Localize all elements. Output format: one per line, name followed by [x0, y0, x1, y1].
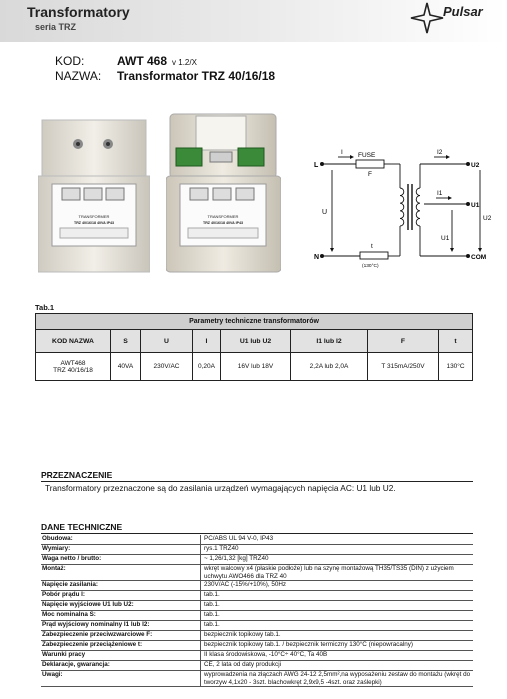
tech-key: Wymiary:	[41, 545, 201, 555]
photo-left-label-title: TRANSFORMER	[78, 214, 110, 219]
product-photo-open	[166, 112, 281, 274]
tech-value: wyprowadzenia na złączach AWG 24-12 2,5mm²,na wyposażeniu zestaw do montażu (wkręt do tworzyw 4,1x20 - 3szt. blachowkręt 2,9x9,5 -4szt. oraz zaślepki)	[201, 671, 474, 687]
col-i: I	[193, 330, 221, 353]
tech-row	[41, 591, 473, 601]
schem-u1: U1	[441, 235, 450, 242]
kod-value: AWT 468	[117, 54, 168, 68]
tech-row	[41, 565, 473, 581]
tech-row	[41, 621, 473, 631]
table-label: Tab.1	[35, 303, 55, 312]
tech-key: Moc nominalna S:	[41, 611, 201, 621]
schem-i: I	[341, 149, 343, 156]
brand-name: Pulsar	[443, 4, 483, 19]
cell-t: 130°C	[439, 353, 473, 381]
tech-value: CE, 2 lata od daty produkcji	[201, 661, 474, 671]
col-t: t	[439, 330, 473, 353]
schem-u1-out: U1	[471, 202, 480, 209]
parameters-table	[35, 313, 473, 381]
cell-i1i2: 2,2A lub 2,0A	[291, 353, 368, 381]
cell-i: 0,20A	[193, 353, 221, 381]
tech-key: Obudowa:	[41, 535, 201, 545]
tech-row	[41, 611, 473, 621]
cell-nazwa: TRZ 40/16/18	[53, 366, 93, 374]
section-heading-przeznaczenie: PRZEZNACZENIE	[41, 470, 473, 482]
tech-key: Prąd wyjściowy nominalny I1 lub I2:	[41, 621, 201, 631]
cell-u: 230V/AC	[141, 353, 193, 381]
photo-right-label-title: TRANSFORMER	[207, 214, 239, 219]
pulsar-star-icon	[410, 2, 444, 34]
schematic-diagram	[312, 144, 500, 272]
col-i1i2: I1 lub I2	[291, 330, 368, 353]
col-kod-nazwa: KOD NAZWA	[36, 330, 111, 353]
schem-fuse: FUSE	[358, 152, 376, 159]
tech-value: wkręt walcowy x4 (płaskie podłoże) lub na szynę montażową TH35/TS35 (DIN) z użyciem uchwytu AWO466 dla TRZ 40	[201, 565, 474, 581]
tech-key: Zabezpieczenie przeciwzwarciowe F:	[41, 631, 201, 641]
tech-key: Uwagi:	[41, 671, 201, 687]
header-title: Transformatory	[27, 4, 130, 20]
tech-row	[41, 535, 473, 545]
schem-f: F	[368, 171, 372, 178]
tech-value: bezpiecznik topikowy tab.1. / bezpiecznik termiczny 130°C (niepowracalny)	[201, 641, 474, 651]
header-subtitle: seria TRZ	[35, 22, 77, 32]
schem-u2: U2	[483, 215, 492, 222]
cell-f: T 315mA/250V	[368, 353, 439, 381]
przeznaczenie-text: Transformatory przeznaczone są do zasilania urządzeń wymagających napięcia AC: U1 lub U2.	[45, 483, 396, 493]
product-photo-closed	[38, 118, 150, 274]
brand-logo	[410, 2, 505, 34]
tech-key: Deklaracje, gwarancja:	[41, 661, 201, 671]
schem-i2: I2	[437, 149, 443, 156]
cell-kod-nazwa	[36, 353, 111, 381]
schem-i1: I1	[437, 190, 443, 197]
version: v 1.2/X	[172, 58, 197, 67]
cell-s: 40VA	[111, 353, 141, 381]
tech-value: rys.1 TRZ40	[201, 545, 474, 555]
nazwa-line	[55, 69, 275, 83]
kod-label: KOD:	[55, 54, 85, 68]
section-heading-dane: DANE TECHNICZNE	[41, 522, 473, 534]
tech-row	[41, 581, 473, 591]
schem-u: U	[322, 209, 328, 216]
table-caption: Parametry techniczne transformatorów	[36, 314, 473, 330]
tech-key: Napięcie zasilania:	[41, 581, 201, 591]
cell-kod: AWT468	[60, 359, 86, 367]
schem-temp: (130°C)	[362, 264, 379, 269]
tech-key: Pobór prądu I:	[41, 591, 201, 601]
kod-line	[55, 54, 197, 68]
col-s: S	[111, 330, 141, 353]
tech-value: tab.1.	[201, 611, 474, 621]
col-u: U	[141, 330, 193, 353]
nazwa-label: NAZWA:	[55, 69, 102, 83]
tech-value: PC/ABS UL 94 V-0, IP43	[201, 535, 474, 545]
tech-key: Waga netto / brutto:	[41, 555, 201, 565]
tech-value: bezpiecznik topikowy tab.1.	[201, 631, 474, 641]
tech-key: Montaż:	[41, 565, 201, 581]
photo-left-label-model: TRZ 40/16/18 40VA IP43	[74, 221, 114, 225]
schem-n: N	[314, 254, 320, 261]
tech-row	[41, 671, 473, 687]
table-row	[36, 353, 473, 381]
schem-l: L	[314, 162, 319, 169]
col-u1u2: U1 lub U2	[221, 330, 291, 353]
tech-row	[41, 631, 473, 641]
tech-key: Warunki pracy	[41, 651, 201, 661]
tech-row	[41, 651, 473, 661]
schem-com: COM	[471, 254, 487, 261]
cell-u1u2: 16V lub 18V	[221, 353, 291, 381]
tech-key: Napięcie wyjściowe U1 lub U2:	[41, 601, 201, 611]
tech-value: II klasa środowiskowa, -10°C÷ 40°C, Ta 40B	[201, 651, 474, 661]
tech-row	[41, 601, 473, 611]
schem-t: t	[371, 243, 373, 250]
photo-right-label-model: TRZ 40/16/18 40VA IP43	[203, 221, 243, 225]
tech-value: tab.1.	[201, 601, 474, 611]
tech-value: ~ 1,26/1,32 [kg] TRZ40	[201, 555, 474, 565]
col-f: F	[368, 330, 439, 353]
tech-key: Zabezpieczenie przeciążeniowe t:	[41, 641, 201, 651]
schem-u2-out: U2	[471, 162, 480, 169]
tech-row	[41, 555, 473, 565]
tech-value: tab.1.	[201, 591, 474, 601]
tech-value: 230V/AC (-15%/+10%), 50Hz	[201, 581, 474, 591]
tech-row	[41, 661, 473, 671]
tech-row	[41, 641, 473, 651]
tech-value: tab.1.	[201, 621, 474, 631]
technical-data-table	[41, 535, 473, 687]
tech-row	[41, 545, 473, 555]
nazwa-value: Transformator TRZ 40/16/18	[117, 69, 276, 83]
